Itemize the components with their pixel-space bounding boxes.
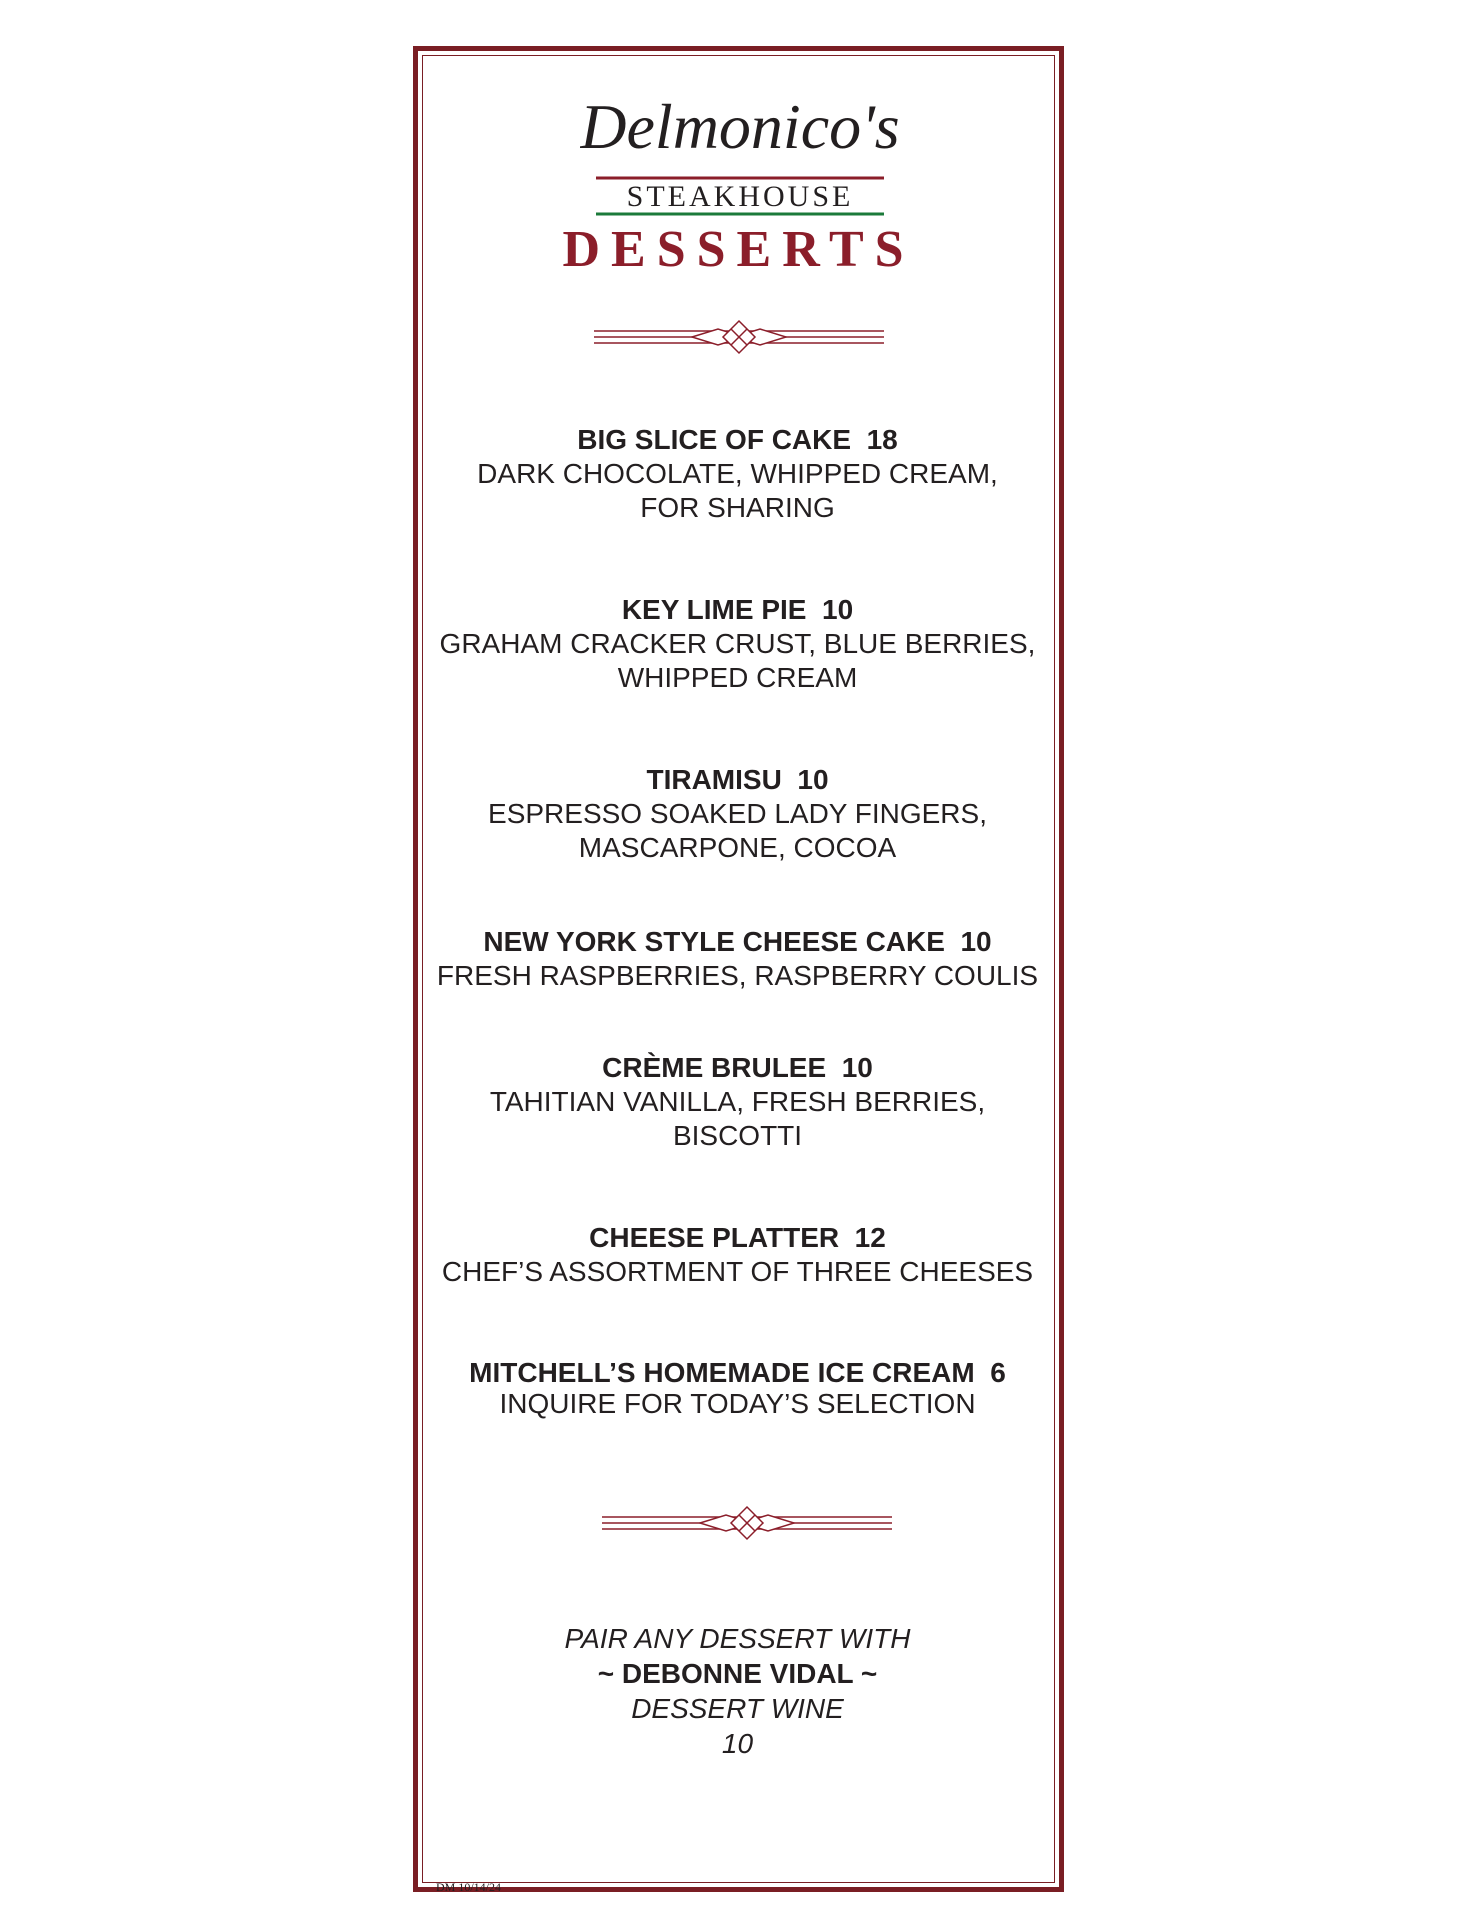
item-description: DARK CHOCOLATE, WHIPPED CREAM, (477, 458, 998, 489)
item-name: MITCHELL’S HOMEMADE ICE CREAM 6 (469, 1357, 1006, 1388)
logo-script-text: Delmonico's (580, 91, 900, 162)
item-description: FRESH RASPBERRIES, RASPBERRY COULIS (436, 960, 1039, 991)
item-description: INQUIRE FOR TODAY’S SELECTION (499, 1388, 976, 1419)
item-description: TAHITIAN VANILLA, FRESH BERRIES, (489, 1086, 986, 1117)
menu-item (430, 1356, 1045, 1418)
menu-item (430, 423, 1045, 525)
pairing-intro: PAIR ANY DESSERT WITH (564, 1623, 911, 1654)
menu-item (430, 763, 1045, 865)
item-name: CRÈME BRULEE 10 (602, 1052, 873, 1083)
pairing-wine-type: DESSERT WINE (631, 1693, 844, 1724)
item-name: CHEESE PLATTER 12 (589, 1222, 886, 1253)
item-description: MASCARPONE, COCOA (578, 832, 897, 863)
item-name: KEY LIME PIE 10 (621, 594, 854, 625)
section-title: DESSERTS (562, 221, 915, 278)
item-name: BIG SLICE OF CAKE 18 (577, 424, 898, 455)
logo-subtitle: STEAKHOUSE (626, 180, 854, 213)
item-name: TIRAMISU 10 (646, 764, 829, 795)
pairing-price: 10 (721, 1728, 754, 1759)
ornament-divider-top (594, 317, 884, 357)
pairing-wine-name: ~ DEBONNE VIDAL ~ (597, 1658, 878, 1689)
item-description: WHIPPED CREAM (617, 662, 858, 693)
item-description: CHEF’S ASSORTMENT OF THREE CHEESES (441, 1256, 1034, 1287)
item-description: GRAHAM CRACKER CRUST, BLUE BERRIES, (439, 628, 1036, 659)
menu-item (430, 925, 1045, 993)
item-description: ESPRESSO SOAKED LADY FINGERS, (488, 798, 987, 829)
ornament-divider-bottom (602, 1503, 892, 1543)
menu-item (430, 1221, 1045, 1289)
item-name: NEW YORK STYLE CHEESE CAKE 10 (483, 926, 992, 957)
item-description: FOR SHARING (640, 492, 835, 523)
menu-item (430, 593, 1045, 695)
menu-version-code: DM 10/14/24 (436, 1880, 502, 1894)
wine-pairing (430, 1621, 1045, 1761)
menu-item (430, 1051, 1045, 1153)
item-description: BISCOTTI (672, 1120, 803, 1151)
delmonicos-logo (580, 86, 900, 218)
